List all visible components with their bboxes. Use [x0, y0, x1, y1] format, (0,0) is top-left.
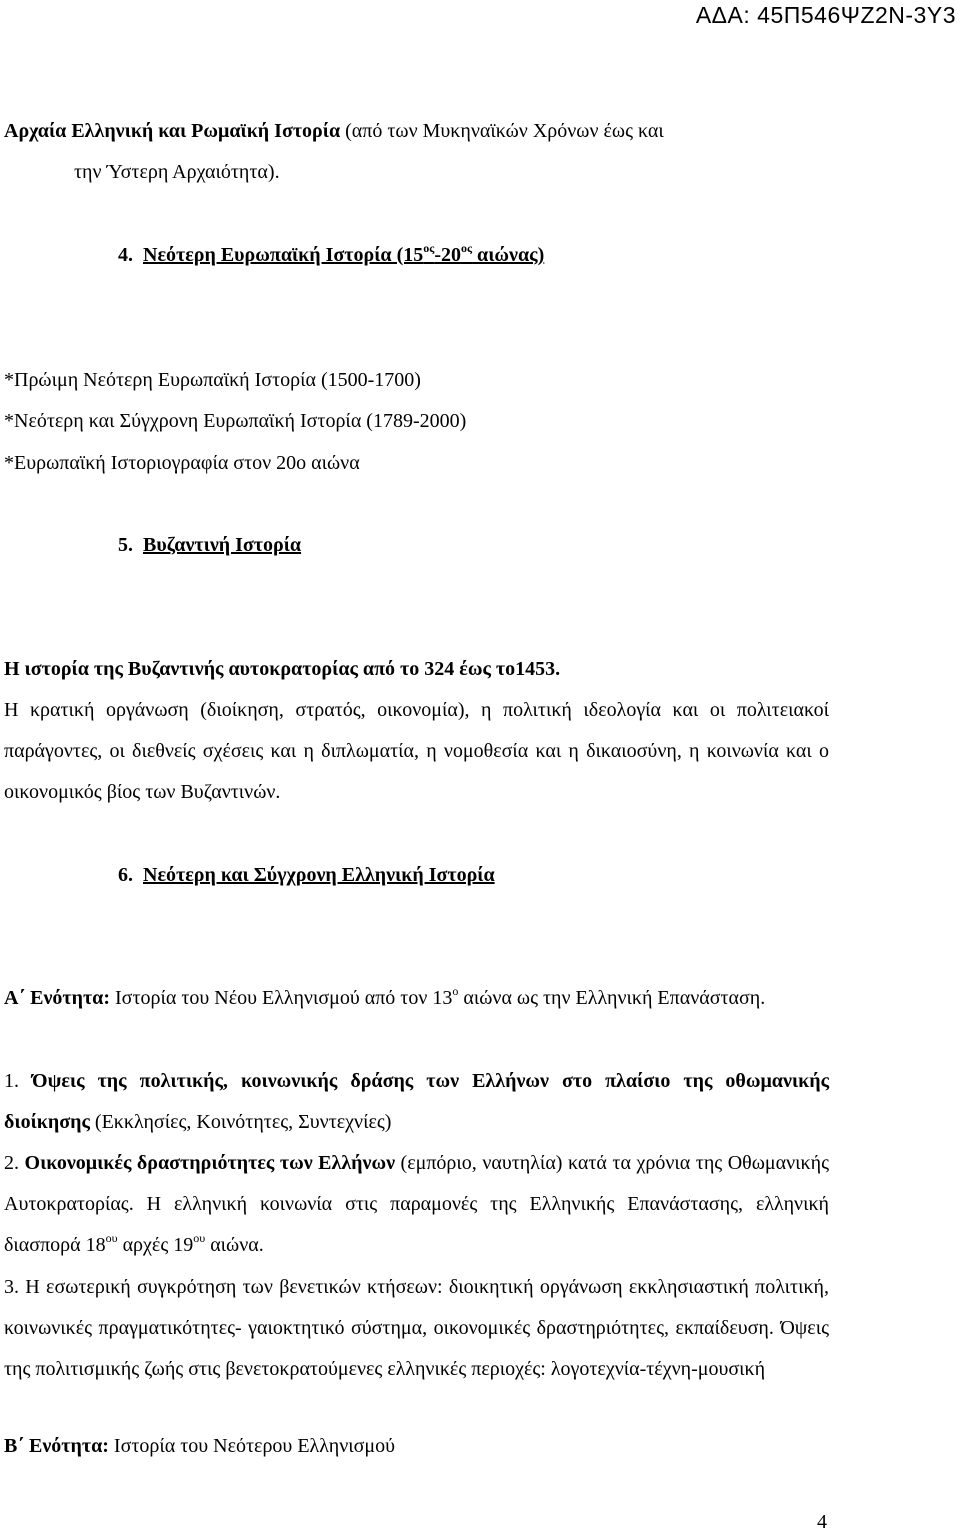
section3-rest: (από των Μυκηναϊκών Χρόνων έως και — [340, 120, 664, 142]
section4-sup1: ος — [423, 241, 435, 256]
item-2-num: 2. — [4, 1152, 25, 1174]
section4-title-b: -20 — [434, 244, 461, 266]
unit-a-label: Α΄ Ενότητα: — [4, 987, 110, 1009]
unit-b — [4, 1433, 395, 1459]
section5-body: Η κρατική οργάνωση (διοίκηση, στρατός, οικονομία), η πολιτική ιδεολογία και οι πολιτειακοί παράγοντες, οι διεθνείς σχέσεις και η διπλωματία, η νομοθεσία και η δικαιοσύνη, η κοινωνία και ο οικονομικός βίος των Βυζαντινών. — [4, 699, 829, 803]
section4-title-a: Νεότερη Ευρωπαϊκή Ιστορία (15 — [143, 244, 424, 266]
section3-line1 — [4, 118, 664, 144]
unit-a-text2: αιώνα ως την Ελληνική Επανάσταση. — [458, 987, 766, 1009]
item-1 — [4, 1061, 829, 1143]
unit-b-text: Ιστορία του Νεότερου Ελληνισμού — [108, 1435, 396, 1457]
unit-a-sup: ο — [452, 984, 459, 999]
section6-number: 6. — [118, 864, 133, 886]
section4-item-3: *Ευρωπαϊκή Ιστοριογραφία στον 20ο αιώνα — [4, 452, 360, 474]
item-2-end: αιώνα. — [205, 1234, 264, 1256]
section4-title — [143, 241, 545, 266]
section3-line2: την Ύστερη Αρχαιότητα). — [74, 161, 280, 183]
unit-a-text: Ιστορία του Νέου Ελληνισμού από τον 13 — [110, 987, 453, 1009]
section4-heading — [118, 242, 544, 268]
section4-sup2: ος — [460, 241, 473, 256]
section5-title: Βυζαντινή Ιστορία — [143, 534, 302, 556]
section5-number: 5. — [118, 534, 133, 556]
unit-a — [4, 978, 829, 1019]
item-1-rest: (Εκκλησίες, Κοινότητες, Συντεχνίες) — [89, 1111, 392, 1133]
item-1-bold: Όψεις της πολιτικής, κοινωνικής δράσης των Ελλήνων στο πλαίσιο της οθωμανικής διοίκησης — [4, 1070, 830, 1133]
item-2-bold: Οικονομικές δραστηριότητες των Ελλήνων — [24, 1152, 395, 1174]
item-2-mid: αρχές 19 — [117, 1234, 194, 1256]
section5-heading — [118, 532, 301, 558]
item-2-sup1: ου — [105, 1231, 118, 1246]
section4-item-2: *Νεότερη και Σύγχρονη Ευρωπαϊκή Ιστορία (1789-2000) — [4, 410, 467, 432]
section6-title: Νεότερη και Σύγχρονη Ελληνική Ιστορία — [143, 864, 495, 886]
item-2-sup2: ου — [193, 1231, 206, 1246]
section3-title: Αρχαία Ελληνική και Ρωμαϊκή Ιστορία — [4, 120, 341, 142]
ada-code: ΑΔΑ: 45Π546ΨΖ2Ν-3Υ3 — [695, 2, 956, 28]
section5-subtitle: Η ιστορία της Βυζαντινής αυτοκρατορίας από το 324 έως το1453. — [4, 658, 561, 680]
section4-number: 4. — [118, 244, 133, 266]
item-3: 3. Η εσωτερική συγκρότηση των βενετικών κτήσεων: διοικητική οργάνωση εκκλησιαστική πολιτική, κοινωνικές πραγματικότητες- γαιοκτητικό σύστημα, οικονομικές δραστηριότητες, εκπαίδευση. Όψεις της πολιτισμικής ζωής στις βενετοκρατούμενες ελληνικές περιοχές: λογοτεχνία-τέχνη-μουσική — [4, 1276, 829, 1380]
item-2-rest: (εμπόριο, ναυτηλία) κατά τα χρόνια της Οθωμανικής Αυτοκρατορίας. Η ελληνική κοινωνία στις παραμονές της Ελληνικής Επανάστασης, ελληνική διασπορά 18 — [4, 1152, 830, 1256]
item-2 — [4, 1143, 829, 1266]
section4-item-1: *Πρώιμη Νεότερη Ευρωπαϊκή Ιστορία (1500-1700) — [4, 369, 421, 391]
item-1-num: 1. — [4, 1070, 33, 1092]
page-number: 4 — [817, 1511, 827, 1533]
unit-b-label: Β΄ Ενότητα: — [4, 1435, 109, 1457]
section4-title-c: αιώνας) — [472, 244, 545, 266]
section6-heading — [118, 862, 495, 888]
